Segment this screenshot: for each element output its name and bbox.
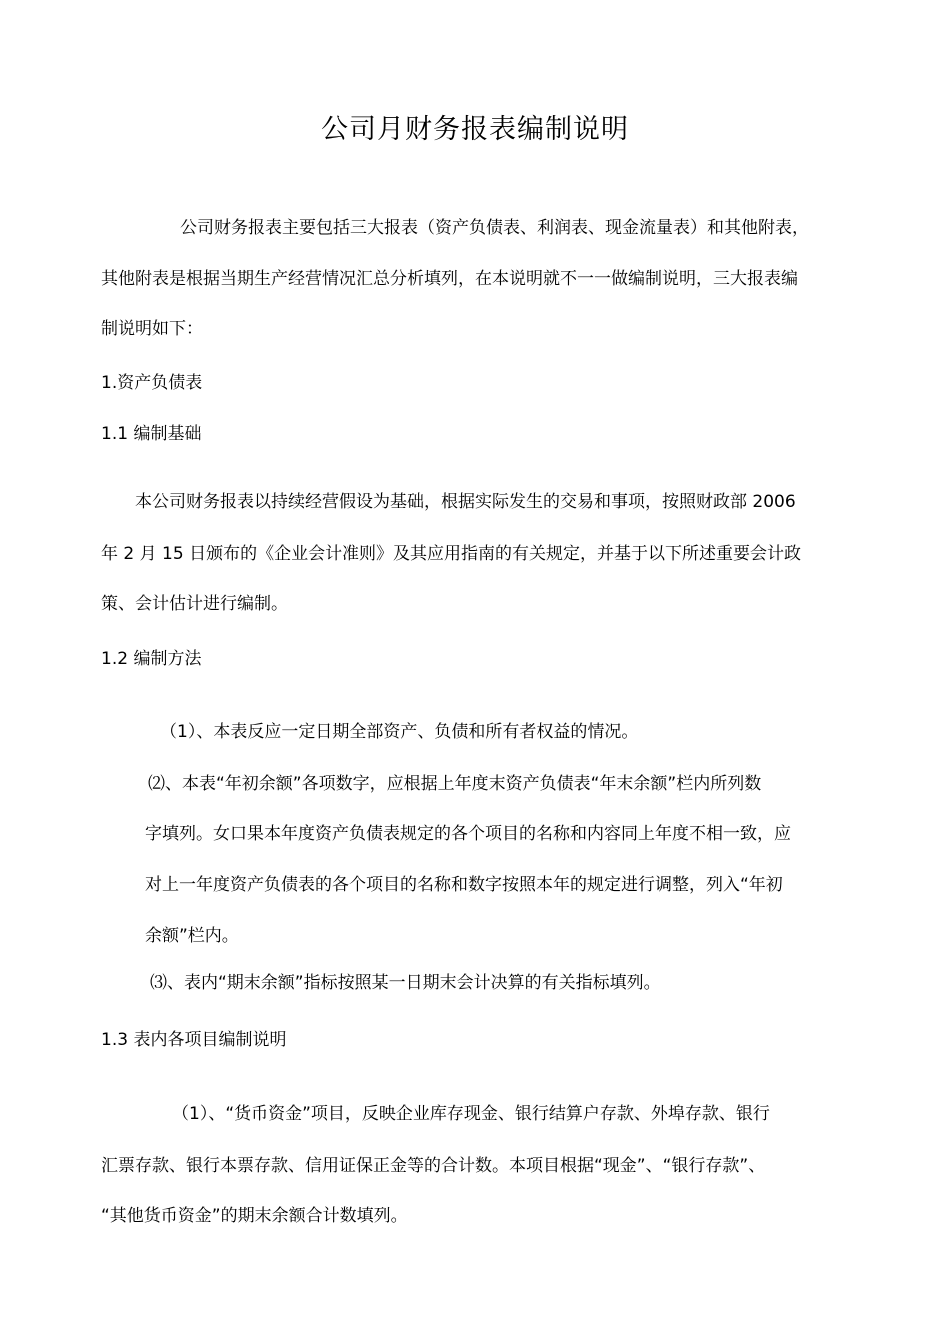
intro-line-2: 其他附表是根据当期生产经营情况汇总分析填列，在本说明就不一一做编制说明，三大报表编 xyxy=(101,269,798,289)
subsection-heading-method: 1.2 编制方法 xyxy=(101,649,202,669)
method-item-1: （1）、本表反应一定日期全部资产、负债和所有者权益的情况。 xyxy=(160,722,639,742)
basis-line-2: 年 2 月 15 日颁布的《企业会计准则》及其应用指南的有关规定，并基于以下所述重要会计政 xyxy=(101,544,802,564)
document-title: 公司月财务报表编制说明 xyxy=(321,114,629,145)
method-item-2-line-2: 字填列。女口果本年度资产负债表规定的各个项目的名称和内容同上年度不相一致，应 xyxy=(145,824,791,844)
method-item-2-line-3: 对上一年度资产负债表的各个项目的名称和数字按照本年的规定进行调整，列入“年初 xyxy=(145,875,783,895)
intro-line-1: 公司财务报表主要包括三大报表（资产负债表、利润表、现金流量表）和其他附表， xyxy=(180,218,809,238)
intro-line-3: 制说明如下： xyxy=(101,319,203,339)
subsection-heading-items: 1.3 表内各项目编制说明 xyxy=(101,1030,287,1050)
items-item-1-line-1: （1）、“货币资金”项目，反映企业库存现金、银行结算户存款、外埠存款、银行 xyxy=(172,1104,770,1124)
method-item-2-line-4: 余额”栏内。 xyxy=(145,926,239,946)
items-item-1-line-2: 汇票存款、银行本票存款、信用证保正金等的合计数。本项目根据“现金”、“银行存款”、 xyxy=(101,1156,766,1176)
section-heading-balance-sheet: 1.资产负债表 xyxy=(101,373,203,393)
method-item-3: ⑶、表内“期末余额”指标按照某一日期末会计决算的有关指标填列。 xyxy=(150,973,661,993)
subsection-heading-basis: 1.1 编制基础 xyxy=(101,424,202,444)
items-item-1-line-3: “其他货币资金”的期末余额合计数填列。 xyxy=(101,1206,408,1226)
method-item-2-line-1: ⑵、本表“年初余额”各项数字，应根据上年度末资产负债表“年末余额”栏内所列数 xyxy=(148,774,762,794)
basis-line-1: 本公司财务报表以持续经营假设为基础，根据实际发生的交易和事项，按照财政部 2006 xyxy=(135,492,796,512)
basis-line-3: 策、会计估计进行编制。 xyxy=(101,594,288,614)
